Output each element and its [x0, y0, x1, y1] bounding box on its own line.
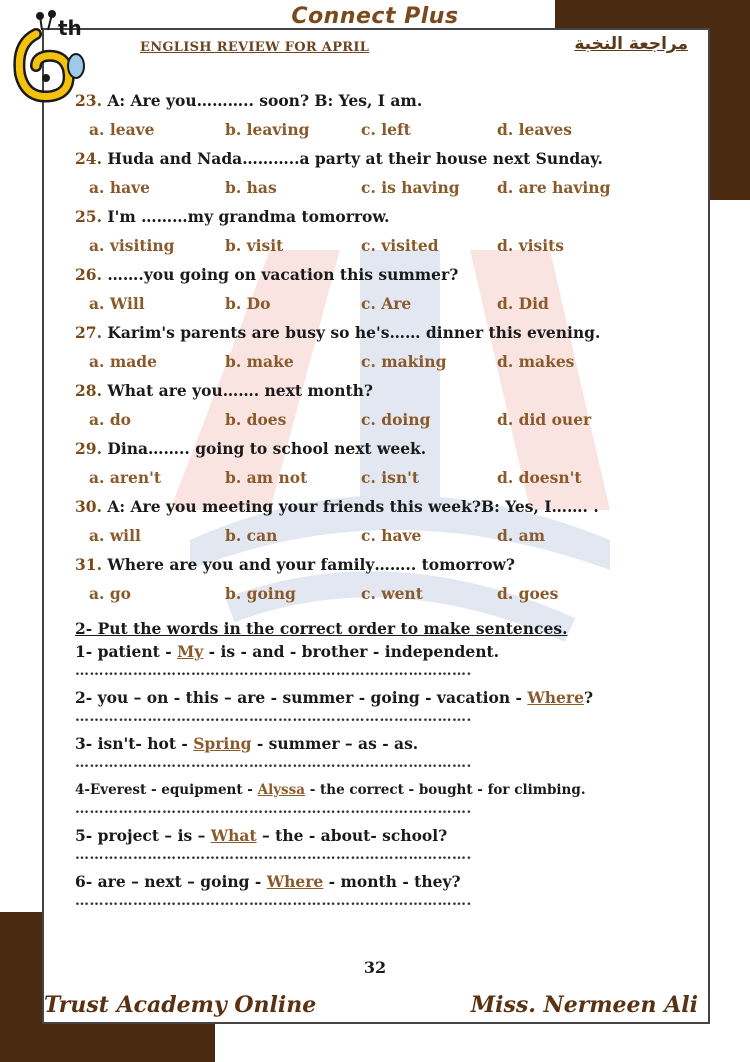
- prompt-text: - the correct - bought - for climbing.: [305, 782, 586, 798]
- prompt-text: 1- patient -: [75, 642, 178, 661]
- answer-option: d. goes: [497, 584, 559, 603]
- sentence-list: [75, 640, 675, 916]
- question-number: 28.: [75, 381, 102, 400]
- answer-options: [75, 460, 675, 496]
- arabic-title: مراجعة النخبة: [574, 34, 688, 54]
- worksheet-content: [75, 90, 675, 916]
- question-line: [75, 554, 675, 576]
- answer-option: d. makes: [497, 352, 575, 371]
- answer-option: a. go: [89, 584, 132, 603]
- corner-decoration-bottom-left-side: [0, 912, 42, 1062]
- question-text: …….you going on vacation this summer?: [107, 265, 459, 284]
- answer-option: a. will: [89, 526, 141, 545]
- answer-option: a. Will: [89, 294, 145, 313]
- answer-option: d. Did: [497, 294, 549, 313]
- brand-title: Connect Plus: [291, 4, 459, 29]
- prompt-text: 6- are – next – going -: [75, 872, 267, 891]
- highlighted-word: My: [177, 642, 204, 661]
- answer-option: b. does: [225, 410, 287, 429]
- prompt-text: 2- you – on - this – are - summer - going - vacation -: [75, 688, 528, 707]
- answer-options: [75, 576, 675, 612]
- answer-line[interactable]: ……………………………………………………………………….: [75, 894, 472, 909]
- question-number: 23.: [75, 91, 102, 110]
- questions-list: [75, 90, 675, 612]
- answer-options: [75, 228, 675, 264]
- answer-option: b. can: [225, 526, 278, 545]
- prompt-text: – the - about- school?: [256, 826, 448, 845]
- question-text: What are you……. next month?: [107, 381, 373, 400]
- prompt-text: - summer – as - as.: [251, 734, 419, 753]
- question-text: I'm ………my grandma tomorrow.: [107, 207, 390, 226]
- question-number: 29.: [75, 439, 102, 458]
- answer-option: a. do: [89, 410, 132, 429]
- answer-option: c. Are: [361, 294, 412, 313]
- answer-option: d. visits: [497, 236, 565, 255]
- corner-decoration-top-right-side: [710, 0, 750, 200]
- question-line: [75, 148, 675, 170]
- prompt-text: - month - they?: [323, 872, 461, 891]
- answer-option: b. has: [225, 178, 277, 197]
- sentence-prompt: [75, 640, 675, 664]
- answer-line[interactable]: ……………………………………………………………………….: [75, 756, 472, 771]
- answer-options: [75, 286, 675, 322]
- answer-option: a. visiting: [89, 236, 175, 255]
- question-text: A: Are you……….. soon? B: Yes, I am.: [107, 91, 423, 110]
- sentence-prompt: [75, 778, 675, 802]
- answer-line[interactable]: ……………………………………………………………………….: [75, 710, 472, 725]
- answer-option: c. is having: [361, 178, 460, 197]
- answer-line[interactable]: ……………………………………………………………………….: [75, 802, 472, 817]
- question-line: [75, 380, 675, 402]
- question-text: Karim's parents are busy so he's…… dinner this evening.: [107, 323, 601, 342]
- answer-option: c. doing: [361, 410, 431, 429]
- answer-option: d. are having: [497, 178, 611, 197]
- section-heading: 2- Put the words in the correct order to make sentences.: [75, 619, 568, 638]
- footer-right-text: Miss. Nermeen Ali: [470, 992, 698, 1018]
- answer-option: b. going: [225, 584, 296, 603]
- sentence-prompt: [75, 732, 675, 756]
- answer-option: c. visited: [361, 236, 439, 255]
- answer-option: a. leave: [89, 120, 155, 139]
- answer-line[interactable]: ……………………………………………………………………….: [75, 664, 472, 679]
- answer-option: c. isn't: [361, 468, 420, 487]
- highlighted-word: Spring: [193, 734, 252, 753]
- footer-left-text: Trust Academy Online: [44, 992, 317, 1018]
- answer-option: b. leaving: [225, 120, 310, 139]
- answer-option: b. Do: [225, 294, 271, 313]
- question-text: Where are you and your family…….. tomorrow?: [107, 555, 515, 574]
- question-text: A: Are you meeting your friends this week?B: Yes, I……. .: [107, 497, 599, 516]
- highlighted-word: Where: [527, 688, 584, 707]
- answer-option: b. make: [225, 352, 294, 371]
- question-line: [75, 264, 675, 286]
- answer-options: [75, 518, 675, 554]
- question-line: [75, 496, 675, 518]
- prompt-text: 3- isn't- hot -: [75, 734, 194, 753]
- answer-option: d. doesn't: [497, 468, 582, 487]
- question-text: Huda and Nada………..a party at their house next Sunday.: [107, 149, 603, 168]
- question-line: [75, 438, 675, 460]
- question-number: 25.: [75, 207, 102, 226]
- question-number: 24.: [75, 149, 102, 168]
- sentence-prompt: [75, 686, 675, 710]
- question-number: 30.: [75, 497, 102, 516]
- answer-option: c. left: [361, 120, 411, 139]
- question-line: [75, 322, 675, 344]
- prompt-text: 5- project – is –: [75, 826, 211, 845]
- sentence-prompt: [75, 870, 675, 894]
- answer-options: [75, 344, 675, 380]
- question-text: Dina…….. going to school next week.: [107, 439, 427, 458]
- answer-options: [75, 170, 675, 206]
- answer-options: [75, 402, 675, 438]
- prompt-text: 4-Everest - equipment -: [75, 782, 258, 798]
- prompt-text: ?: [583, 688, 594, 707]
- highlighted-word: What: [210, 826, 257, 845]
- answer-option: c. have: [361, 526, 422, 545]
- answer-options: [75, 112, 675, 148]
- question-line: [75, 206, 675, 228]
- prompt-text: - is - and - brother - independent.: [203, 642, 500, 661]
- answer-option: d. did ouer: [497, 410, 592, 429]
- answer-option: d. am: [497, 526, 546, 545]
- page-number: 32: [363, 958, 387, 977]
- question-line: [75, 90, 675, 112]
- answer-option: a. have: [89, 178, 151, 197]
- answer-line[interactable]: ……………………………………………………………………….: [75, 848, 472, 863]
- highlighted-word: Alyssa: [257, 782, 306, 798]
- question-number: 26.: [75, 265, 102, 284]
- answer-option: b. visit: [225, 236, 284, 255]
- answer-option: b. am not: [225, 468, 308, 487]
- answer-option: a. aren't: [89, 468, 162, 487]
- question-number: 31.: [75, 555, 102, 574]
- answer-option: d. leaves: [497, 120, 573, 139]
- logo-text: th: [58, 16, 82, 40]
- answer-option: a. made: [89, 352, 157, 371]
- review-title: ENGLISH REVIEW FOR APRIL: [140, 40, 370, 55]
- sentence-prompt: [75, 824, 675, 848]
- answer-option: c. making: [361, 352, 447, 371]
- highlighted-word: Where: [266, 872, 324, 891]
- answer-option: c. went: [361, 584, 423, 603]
- question-number: 27.: [75, 323, 102, 342]
